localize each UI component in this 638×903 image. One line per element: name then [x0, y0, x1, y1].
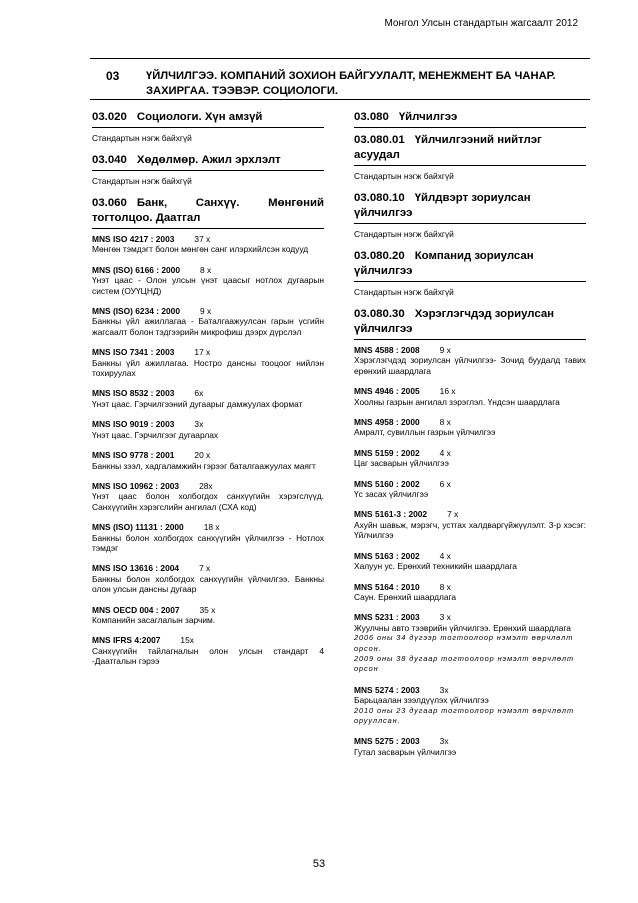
standard-code-line — [354, 509, 586, 519]
standard-entry — [92, 481, 324, 512]
standard-code-line — [354, 685, 586, 695]
standard-code-line — [92, 265, 324, 275]
standard-code: MNS 5161-3 : 2002 — [354, 509, 428, 520]
standard-code: MNS ISO 13616 : 2004 — [92, 563, 180, 574]
right-column — [354, 110, 586, 767]
category-heading — [92, 196, 324, 229]
standard-entry — [354, 582, 586, 603]
standard-code-line — [92, 635, 324, 645]
page-count: 9 х — [439, 345, 451, 355]
standard-code: MNS ISO 9778 : 2001 — [92, 450, 175, 461]
category-title: Социологи. Хүн амзүй — [136, 111, 263, 123]
category-heading — [92, 153, 324, 171]
standard-code: MNS 5163 : 2002 — [354, 550, 420, 561]
page-count: 15х — [180, 635, 194, 646]
standard-code: MNS (ISO) 11131 : 2000 — [92, 522, 184, 533]
standard-entry — [354, 736, 586, 757]
standard-code-line — [354, 582, 586, 592]
category-title: Хэрэглэгчдэд зориулсан үйлчилгээ — [354, 308, 555, 335]
standard-title: Үнэт цаас. Гэрчилгээг дугаарлах — [92, 429, 219, 440]
standard-title: Халуун ус. Ерөнхий техникийн шаардлага — [354, 561, 517, 572]
standard-title: Банкны үйл ажиллагаа - Баталгаажуулсан гарын үсгийн жагсаалт болон тэдгээрийн микрофиш дээрх дүрслэл — [92, 316, 324, 337]
standard-code-line — [92, 419, 324, 429]
no-standards-note: Стандартын нэгж байхгүй — [354, 287, 454, 297]
standard-code: MNS 4958 : 2000 — [354, 417, 420, 428]
standard-entry — [92, 635, 324, 666]
category-code: 03.080.30 — [354, 308, 405, 320]
standard-entry — [92, 388, 324, 409]
standard-code-line — [354, 612, 586, 622]
page-count: 3х — [439, 736, 449, 747]
page-count: 35 х — [199, 604, 216, 615]
standard-code-line — [92, 450, 324, 460]
standard-title: Гутал засварын үйлчилгээ — [354, 746, 457, 757]
page-count: 6 х — [439, 478, 451, 489]
standard-title: Хоолны газрын ангилал зэрэглэл. Үндсэн шаардлага — [354, 396, 560, 407]
category-code: 03.080.20 — [354, 250, 405, 262]
page-count: 3х — [194, 419, 204, 430]
category-code: 03.040 — [92, 154, 127, 166]
page-count: 3 х — [439, 612, 451, 623]
standard-code: MNS 4588 : 2008 — [354, 345, 420, 355]
standard-code-line — [92, 306, 324, 316]
standard-entry — [92, 265, 324, 296]
standard-entry — [354, 509, 586, 540]
standard-entry — [92, 522, 324, 553]
category-heading — [92, 110, 324, 128]
standard-code: MNS 5160 : 2002 — [354, 478, 420, 489]
standard-code: MNS ISO 10962 : 2003 — [92, 480, 180, 491]
page-count: 3х — [439, 684, 449, 695]
page-count: 8 х — [439, 417, 451, 428]
standard-code: MNS 5231 : 2003 — [354, 612, 420, 623]
page-count: 17 х — [194, 347, 211, 358]
standard-title: Банкны болон холбогдох санхүүгийн үйлчилгээ - Нотлох тэмдэг — [92, 532, 324, 553]
standard-title: Үнэт цаас болон холбогдох санхүүгийн хэрэгслүүд. Санхүүгийн хэрэгслийн ангилал (СХА код) — [92, 491, 324, 512]
standard-entry — [354, 479, 586, 500]
category-code: 03.080.10 — [354, 192, 405, 204]
page-count: 16 х — [439, 386, 456, 397]
standard-title: Барьцаалан зээлдүүлэх үйлчилгээ — [354, 695, 489, 706]
standard-code-line — [354, 345, 586, 355]
standard-code: MNS 5159 : 2002 — [354, 447, 420, 458]
amendment-note: 2006 оны 34 дүгээр тогтоолоор нэмэлт өөрчлөлт орсон. — [354, 633, 574, 653]
standard-entry — [92, 605, 324, 626]
standard-entry — [92, 563, 324, 594]
category-heading — [354, 110, 586, 128]
standard-code: MNS 5275 : 2003 — [354, 736, 420, 747]
standard-code-line — [92, 481, 324, 491]
standard-title: Жуулчны авто тээврийн үйлчилгээ. Ерөнхий шаардлага — [354, 622, 571, 633]
standard-title: Санхүүгийн тайлагналын олон улсын стандарт 4 -Даатгалын гэрээ — [92, 645, 324, 667]
standard-entry — [92, 419, 324, 440]
standard-code: MNS 4946 : 2005 — [354, 386, 420, 397]
section-heading — [90, 58, 590, 100]
category-title: Хөдөлмөр. Ажил эрхлэлт — [136, 154, 281, 166]
page-count: 8 х — [439, 581, 451, 592]
standard-entry — [354, 448, 586, 469]
category-code: 03.060 — [92, 197, 127, 209]
standard-code: MNS ISO 4217 : 2003 — [92, 234, 175, 244]
standard-entry — [92, 450, 324, 471]
standard-title: Компанийн засаглалын зарчим. — [92, 614, 216, 625]
standard-code: MNS 5274 : 2003 — [354, 684, 420, 695]
page-count: 9 х — [199, 306, 212, 317]
page-count: 8 х — [199, 264, 212, 275]
standard-entry — [354, 612, 586, 674]
no-standards-note: Стандартын нэгж байхгүй — [92, 133, 192, 143]
standard-code-line — [354, 448, 586, 458]
standard-code-line — [92, 388, 324, 398]
category-heading — [354, 307, 586, 340]
page-count: 37 х — [194, 234, 211, 244]
standard-entry — [354, 685, 586, 727]
category-heading — [354, 133, 586, 166]
amendment-note: 2010 оны 23 дугаар тогтоолоор нэмэлт өөрчлөлт орууллсан. — [354, 705, 575, 725]
no-standards-note: Стандартын нэгж байхгүй — [92, 176, 192, 186]
standard-title: Үс засах үйлчилгээ — [354, 489, 429, 500]
standard-code-line — [92, 605, 324, 615]
standard-title: Үнэт цаас. Гэрчилгээний дугаарыг дамжуулах формат — [92, 398, 303, 409]
category-code: 03.080 — [354, 111, 389, 123]
amendment-note: 2009 оны 38 дугаар тогтоолоор нэмэлт өөрчлөлт орсон — [354, 653, 575, 674]
standard-entry — [354, 386, 586, 407]
standard-code: MNS ISO 7341 : 2003 — [92, 347, 175, 358]
standard-code-line — [354, 551, 586, 561]
page-count: 4 х — [439, 447, 451, 458]
page-count: 20 х — [194, 450, 211, 461]
standard-code: MNS ISO 8532 : 2003 — [92, 388, 175, 399]
standard-code: MNS (ISO) 6166 : 2000 — [92, 264, 180, 275]
page-count: 6х — [194, 388, 204, 399]
standard-title: Банкны зээл, хадгаламжийн гэрээг баталгаажуулах маягт — [92, 460, 316, 471]
category-title: Үйлчилгээний нийтлэг асуудал — [354, 134, 542, 161]
section-number: 03 — [106, 69, 120, 83]
standard-code-line — [354, 417, 586, 427]
standard-code: MNS IFRS 4:2007 — [92, 635, 161, 646]
standard-title: Цаг засварын үйлчилгээ — [354, 458, 449, 469]
standard-code-line — [354, 736, 586, 746]
standard-title: Ахуйн шавьж, мэрэгч, устгах халдваргүйжүүлэлт. 3-р хэсэг: Үйлчилгээ — [354, 519, 586, 541]
standard-code-line — [92, 234, 324, 244]
category-title: Үйлдвэрт зориулсан үйлчилгээ — [354, 192, 531, 219]
category-title: Банк, Санхүү. Мөнгөний тогтолцоо. Даатгал — [92, 197, 324, 224]
standard-entry — [92, 234, 324, 255]
standard-code-line — [354, 386, 586, 396]
no-standards-note: Стандартын нэгж байхгүй — [354, 229, 454, 239]
category-title: Компанид зориулсан үйлчилгээ — [354, 250, 534, 277]
standard-code-line — [92, 347, 324, 357]
page-count: 4 х — [439, 550, 451, 561]
standard-title: Мөнгөн тэмдэгт болон мөнгөн санг илэрхийлсэн кодууд — [92, 244, 309, 255]
standard-title: Банкны болон холбогдох санхүүгийн үйлчилгээ. Банкны олон улсын дансны дугаар — [92, 573, 324, 595]
standard-entry — [92, 347, 324, 378]
category-title: Үйлчилгээ — [398, 111, 458, 123]
section-title: ҮЙЛЧИЛГЭЭ. КОМПАНИЙ ЗОХИОН БАЙГУУЛАЛТ, МЕНЕЖМЕНТ БА ЧАНАР. ЗАХИРГАА. ТЭЭВЭР. СОЦИОЛОГИ. — [146, 70, 556, 97]
standard-entry — [354, 417, 586, 438]
page-count: 7 х — [199, 563, 211, 574]
standard-title: Амралт, сувиллын газрын үйлчилгээ — [354, 427, 496, 438]
no-standards-note: Стандартын нэгж байхгүй — [354, 171, 454, 181]
standard-code-line — [354, 479, 586, 489]
standard-code-line — [92, 522, 324, 532]
category-code: 03.020 — [92, 111, 127, 123]
standard-code: MNS ISO 9019 : 2003 — [92, 419, 175, 430]
page-count: 18 х — [203, 522, 220, 533]
standard-entry — [354, 551, 586, 572]
category-code: 03.080.01 — [354, 134, 405, 146]
page-count: 7 х — [447, 509, 459, 520]
standard-code-line — [92, 563, 324, 573]
running-header: Монгол Улсын стандартын жагсаалт 2012 — [384, 18, 578, 29]
standard-title: Үнэт цаас - Олон улсын үнэт цаасыг нотлох дугаарын систем (ОУҮЦНД) — [92, 275, 324, 296]
standard-entry — [92, 306, 324, 337]
category-heading — [354, 249, 586, 282]
standard-code: MNS 5164 : 2010 — [354, 581, 420, 592]
standard-title: Банкны үйл ажиллагаа. Ностро дансны тооцоог нийлэн тохируулах — [92, 357, 324, 379]
standard-code: MNS (ISO) 6234 : 2000 — [92, 306, 180, 317]
standard-code: MNS OECD 004 : 2007 — [92, 604, 180, 615]
page-count: 28х — [199, 480, 213, 491]
category-heading — [354, 191, 586, 224]
standard-title: Саун. Ерөнхий шаардлага — [354, 591, 457, 602]
page-number: 53 — [312, 858, 326, 870]
standard-entry — [354, 345, 586, 376]
left-column — [92, 110, 324, 677]
standard-title: Хэрэглэгчдэд зориулсан үйлчилгээ- Зочид буудалд тавих ерөнхий шаардлага — [354, 355, 586, 376]
